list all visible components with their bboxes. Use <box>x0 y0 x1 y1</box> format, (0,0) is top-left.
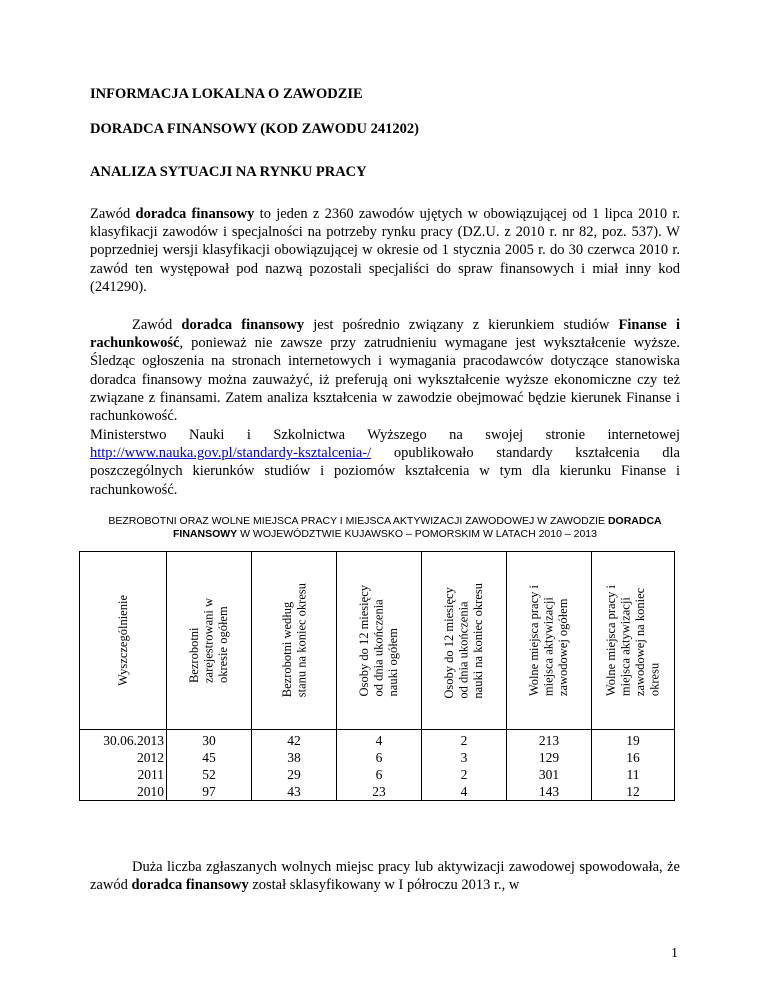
paragraph-3 <box>90 426 680 499</box>
table-row <box>80 730 675 801</box>
document-subtitle: DORADCA FINANSOWY (KOD ZAWODU 241202) <box>90 121 419 137</box>
period-cell: 30.06.2013 2012 2011 2010 <box>80 730 167 801</box>
table-caption <box>80 515 690 541</box>
header-label: Wyszczególnienie <box>115 595 130 686</box>
graduates-end-cell: 2 3 2 4 <box>422 730 507 801</box>
paragraph-2-text-c: , ponieważ nie zawsze przy zatrudnieniu wymagane jest wykształcenie wyższe. Śledząc ogłoszenia na stronach internetowych i wymagania pracodawców dotyczące stanowiska doradca finansowy można zauważyć, iż preferują oni wykształcenie wyższe ekonomiczne czy też związane z finansami. Zatem analiza kształcenia w zawodzie obejmować będzie kierunek Finanse i rachunkowość. <box>90 335 680 425</box>
header-cell <box>507 552 592 730</box>
header-label: Bezrobotni zarejestrowani w okresie ogółem <box>187 597 231 684</box>
vacancies-total-cell: 213 129 301 143 <box>507 730 592 801</box>
paragraph-4-bold: doradca finansowy <box>131 877 249 894</box>
header-label: Wolne miejsca pracy i miejsca aktywizacji zawodowej na koniec okresu <box>604 584 662 697</box>
graduates-total-cell: 4 6 6 23 <box>337 730 422 801</box>
table-caption-text-a: BEZROBOTNI ORAZ WOLNE MIEJSCA PRACY I MIEJSCA AKTYWIZACJI ZAWODOWEJ W ZAWODZIE <box>108 515 608 527</box>
ministry-standards-link[interactable]: http://www.nauka.gov.pl/standardy-ksztalcenia-/ <box>90 445 372 462</box>
header-label: Osoby do 12 miesięcy od dnia ukończenia nauki ogółem <box>357 584 401 697</box>
header-cell <box>422 552 507 730</box>
paragraph-2-text-a: Zawód <box>132 317 182 333</box>
header-cell <box>337 552 422 730</box>
registered-unemployed-cell: 30 45 52 97 <box>167 730 252 801</box>
unemployed-end-cell: 42 38 29 43 <box>252 730 337 801</box>
header-label: Wolne miejsca pracy i miejsca aktywizacji zawodowej ogółem <box>527 584 571 697</box>
paragraph-2 <box>90 316 680 425</box>
unemployment-table <box>79 551 675 801</box>
paragraph-3-text-a: Ministerstwo Nauki i Szkolnictwa Wyższego na swojej stronie internetowej <box>90 427 680 443</box>
header-cell <box>167 552 252 730</box>
paragraph-4-text-a: Duża liczba zgłaszanych wolnych miejsc pracy lub aktywizacji zawodowej spowodowała, że zawód <box>90 859 680 894</box>
paragraph-1-text-b: to jeden z 2360 zawodów ujętych w obowiązującej od 1 lipca 2010 r. klasyfikacji zawodów i specjalności na potrzeby rynku pracy (DZ.U. z 2010 r. nr 82, poz. 537). W poprzedniej wersji klasyfikacji obowiązującej w okresie od 1 stycznia 2005 r. do 30 czerwca 2010 r. zawód ten występował pod nazwą pozostali specjaliści do spraw finansowych i miał inny kod (241290). <box>90 206 680 295</box>
page-number: 1 <box>671 946 678 961</box>
table-header-row <box>80 552 675 730</box>
paragraph-3-text-b: opublikowało standardy kształcenia dla poszczególnych kierunków studiów i poziomów kształcenia w tym dla kierunku Finanse i rachunkowość. <box>90 445 680 498</box>
paragraph-4 <box>90 858 680 894</box>
document-title: INFORMACJA LOKALNA O ZAWODZIE <box>90 86 363 102</box>
header-cell <box>592 552 675 730</box>
paragraph-1-text-a: Zawód <box>90 206 136 222</box>
header-cell <box>80 552 167 730</box>
paragraph-1-bold: doradca finansowy <box>135 206 255 222</box>
paragraph-2-text-b: jest pośrednio związany z kierunkiem studiów <box>304 317 619 333</box>
paragraph-2-bold-a: doradca finansowy <box>181 317 305 333</box>
table-caption-text-b: W WOJEWÓDZTWIE KUJAWSKO – POMORSKIM W LATACH 2010 – 2013 <box>237 528 597 540</box>
header-cell <box>252 552 337 730</box>
paragraph-2-bold-b: Finanse i rachunkowość <box>90 317 680 352</box>
header-label: Bezrobotni według stanu na koniec okresu <box>279 583 308 698</box>
table-caption-bold: DORADCA FINANSOWY <box>173 515 662 540</box>
header-label: Osoby do 12 miesięcy od dnia ukończenia nauki na koniec okresu <box>442 582 486 699</box>
paragraph-4-text-b: został sklasyfikowany w I półroczu 2013 r., w <box>248 877 520 894</box>
vacancies-end-cell: 19 16 11 12 <box>592 730 675 801</box>
section-heading: ANALIZA SYTUACJI NA RYNKU PRACY <box>90 164 367 180</box>
paragraph-1 <box>90 205 680 296</box>
